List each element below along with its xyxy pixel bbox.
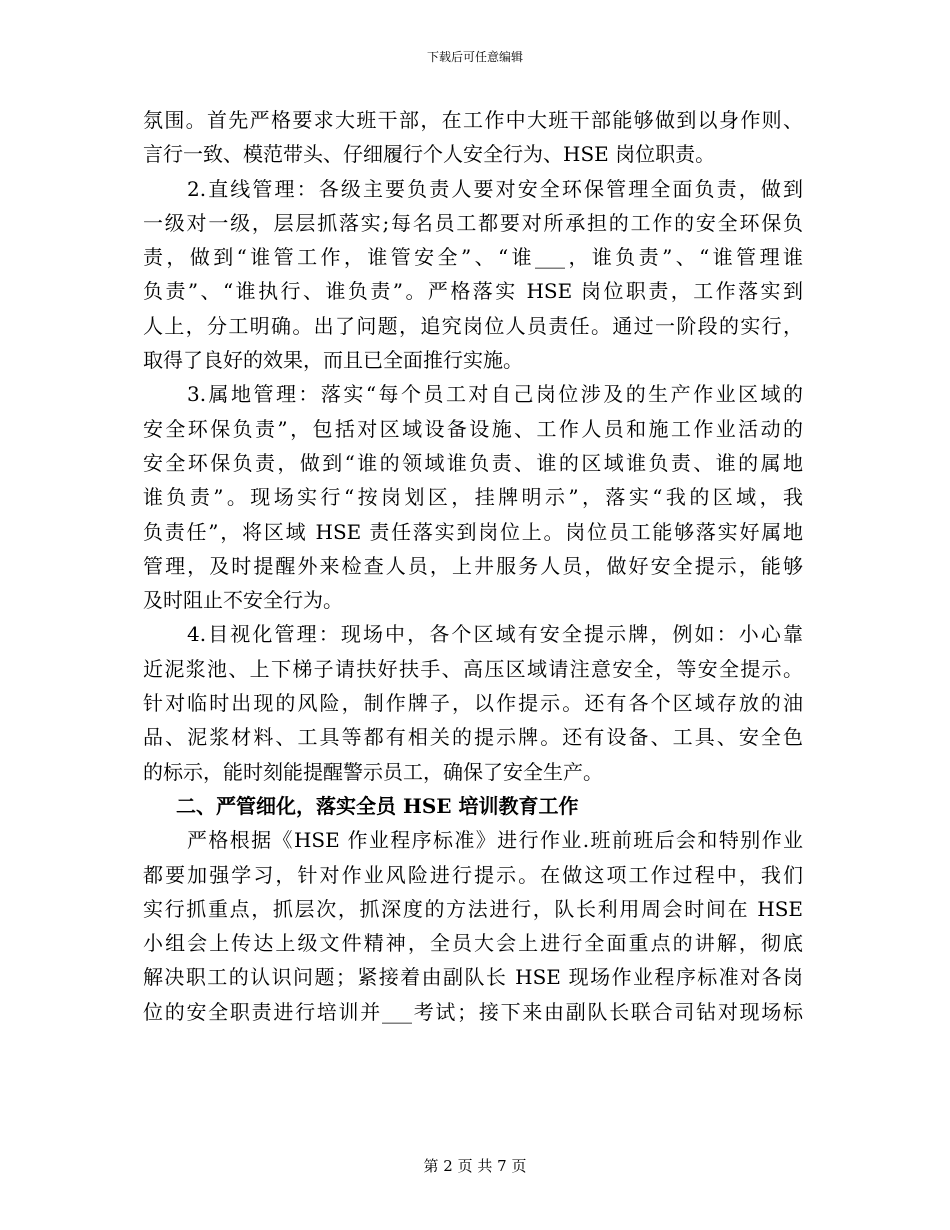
paragraph-line: 负责任”，将区域 HSE 责任落实到岗位上。岗位员工能够落实好属地 (143, 519, 803, 544)
paragraph-line: 解决职工的认识问题；紧接着由副队长 HSE 现场作业程序标准对各岗 (143, 965, 803, 990)
paragraph-line: 安全环保负责，做到“谁的领域谁负责、谁的区域谁负责、谁的属地 (143, 450, 803, 475)
paragraph-line: 位的安全职责进行培训并___考试；接下来由副队长联合司钻对现场标 (143, 999, 803, 1024)
paragraph-line: 取得了良好的效果，而且已全面推行实施。 (143, 348, 523, 373)
paragraph-line: 品、泥浆材料、工具等都有相关的提示牌。还有设备、工具、安全色 (143, 725, 803, 750)
paragraph-line: 的标示，能时刻能提醒警示员工，确保了安全生产。 (143, 759, 603, 784)
paragraph-line: 负责”、“谁执行、谁负责”。严格落实 HSE 岗位职责，工作落实到 (143, 279, 803, 304)
paragraph-line: 氛围。首先严格要求大班干部，在工作中大班干部能够做到以身作则、 (143, 108, 803, 132)
paragraph-line: 谁负责”。现场实行“按岗划区，挂牌明示”，落实“我的区域，我 (143, 485, 803, 510)
paragraph-line: 管理，及时提醒外来检查人员，上井服务人员，做好安全提示，能够 (143, 553, 803, 578)
paragraph-line: 责，做到“谁管工作，谁管安全”、“谁___，谁负责”、“谁管理谁 (143, 245, 803, 270)
paragraph-line: 实行抓重点，抓层次，抓深度的方法进行，队长利用周会时间在 HSE (143, 896, 803, 921)
page-header: 下载后可任意编辑 (426, 50, 523, 64)
paragraph-line: 针对临时出现的风险，制作牌子，以作提示。还有各个区域存放的油 (143, 691, 803, 716)
paragraph-line: 3.属地管理：落实“每个员工对自己岗位涉及的生产作业区域的 (187, 382, 803, 407)
paragraph-line: 近泥浆池、上下梯子请扶好扶手、高压区域请注意安全，等安全提示。 (143, 656, 803, 681)
paragraph-line: 4.目视化管理：现场中，各个区域有安全提示牌，例如：小心靠 (187, 622, 803, 647)
document-body (143, 103, 803, 1029)
page-footer: 第 2 页 共 7 页 (423, 1157, 527, 1175)
paragraph-line: 言行一致、模范带头、仔细履行个人安全行为、HSE 岗位职责。 (143, 142, 716, 167)
paragraph-line: 一级对一级，层层抓落实;每名员工都要对所承担的工作的安全环保负 (143, 210, 803, 235)
paragraph-line: 小组会上传达上级文件精神，全员大会上进行全面重点的讲解，彻底 (143, 931, 803, 956)
paragraph-line: 人上，分工明确。出了问题，追究岗位人员责任。通过一阶段的实行， (143, 313, 803, 338)
paragraph-line: 都要加强学习，针对作业风险进行提示。在做这项工作过程中，我们 (143, 862, 803, 887)
paragraph-line: 2.直线管理：各级主要负责人要对安全环保管理全面负责，做到 (187, 176, 803, 201)
paragraph-line: 及时阻止不安全行为。 (143, 588, 343, 613)
section-heading: 二、严管细化，落实全员 HSE 培训教育工作 (176, 793, 579, 818)
paragraph-line: 严格根据《HSE 作业程序标准》进行作业.班前班后会和特别作业 (187, 828, 803, 853)
paragraph-line: 安全环保负责”，包括对区域设备设施、工作人员和施工作业活动的 (143, 416, 803, 441)
